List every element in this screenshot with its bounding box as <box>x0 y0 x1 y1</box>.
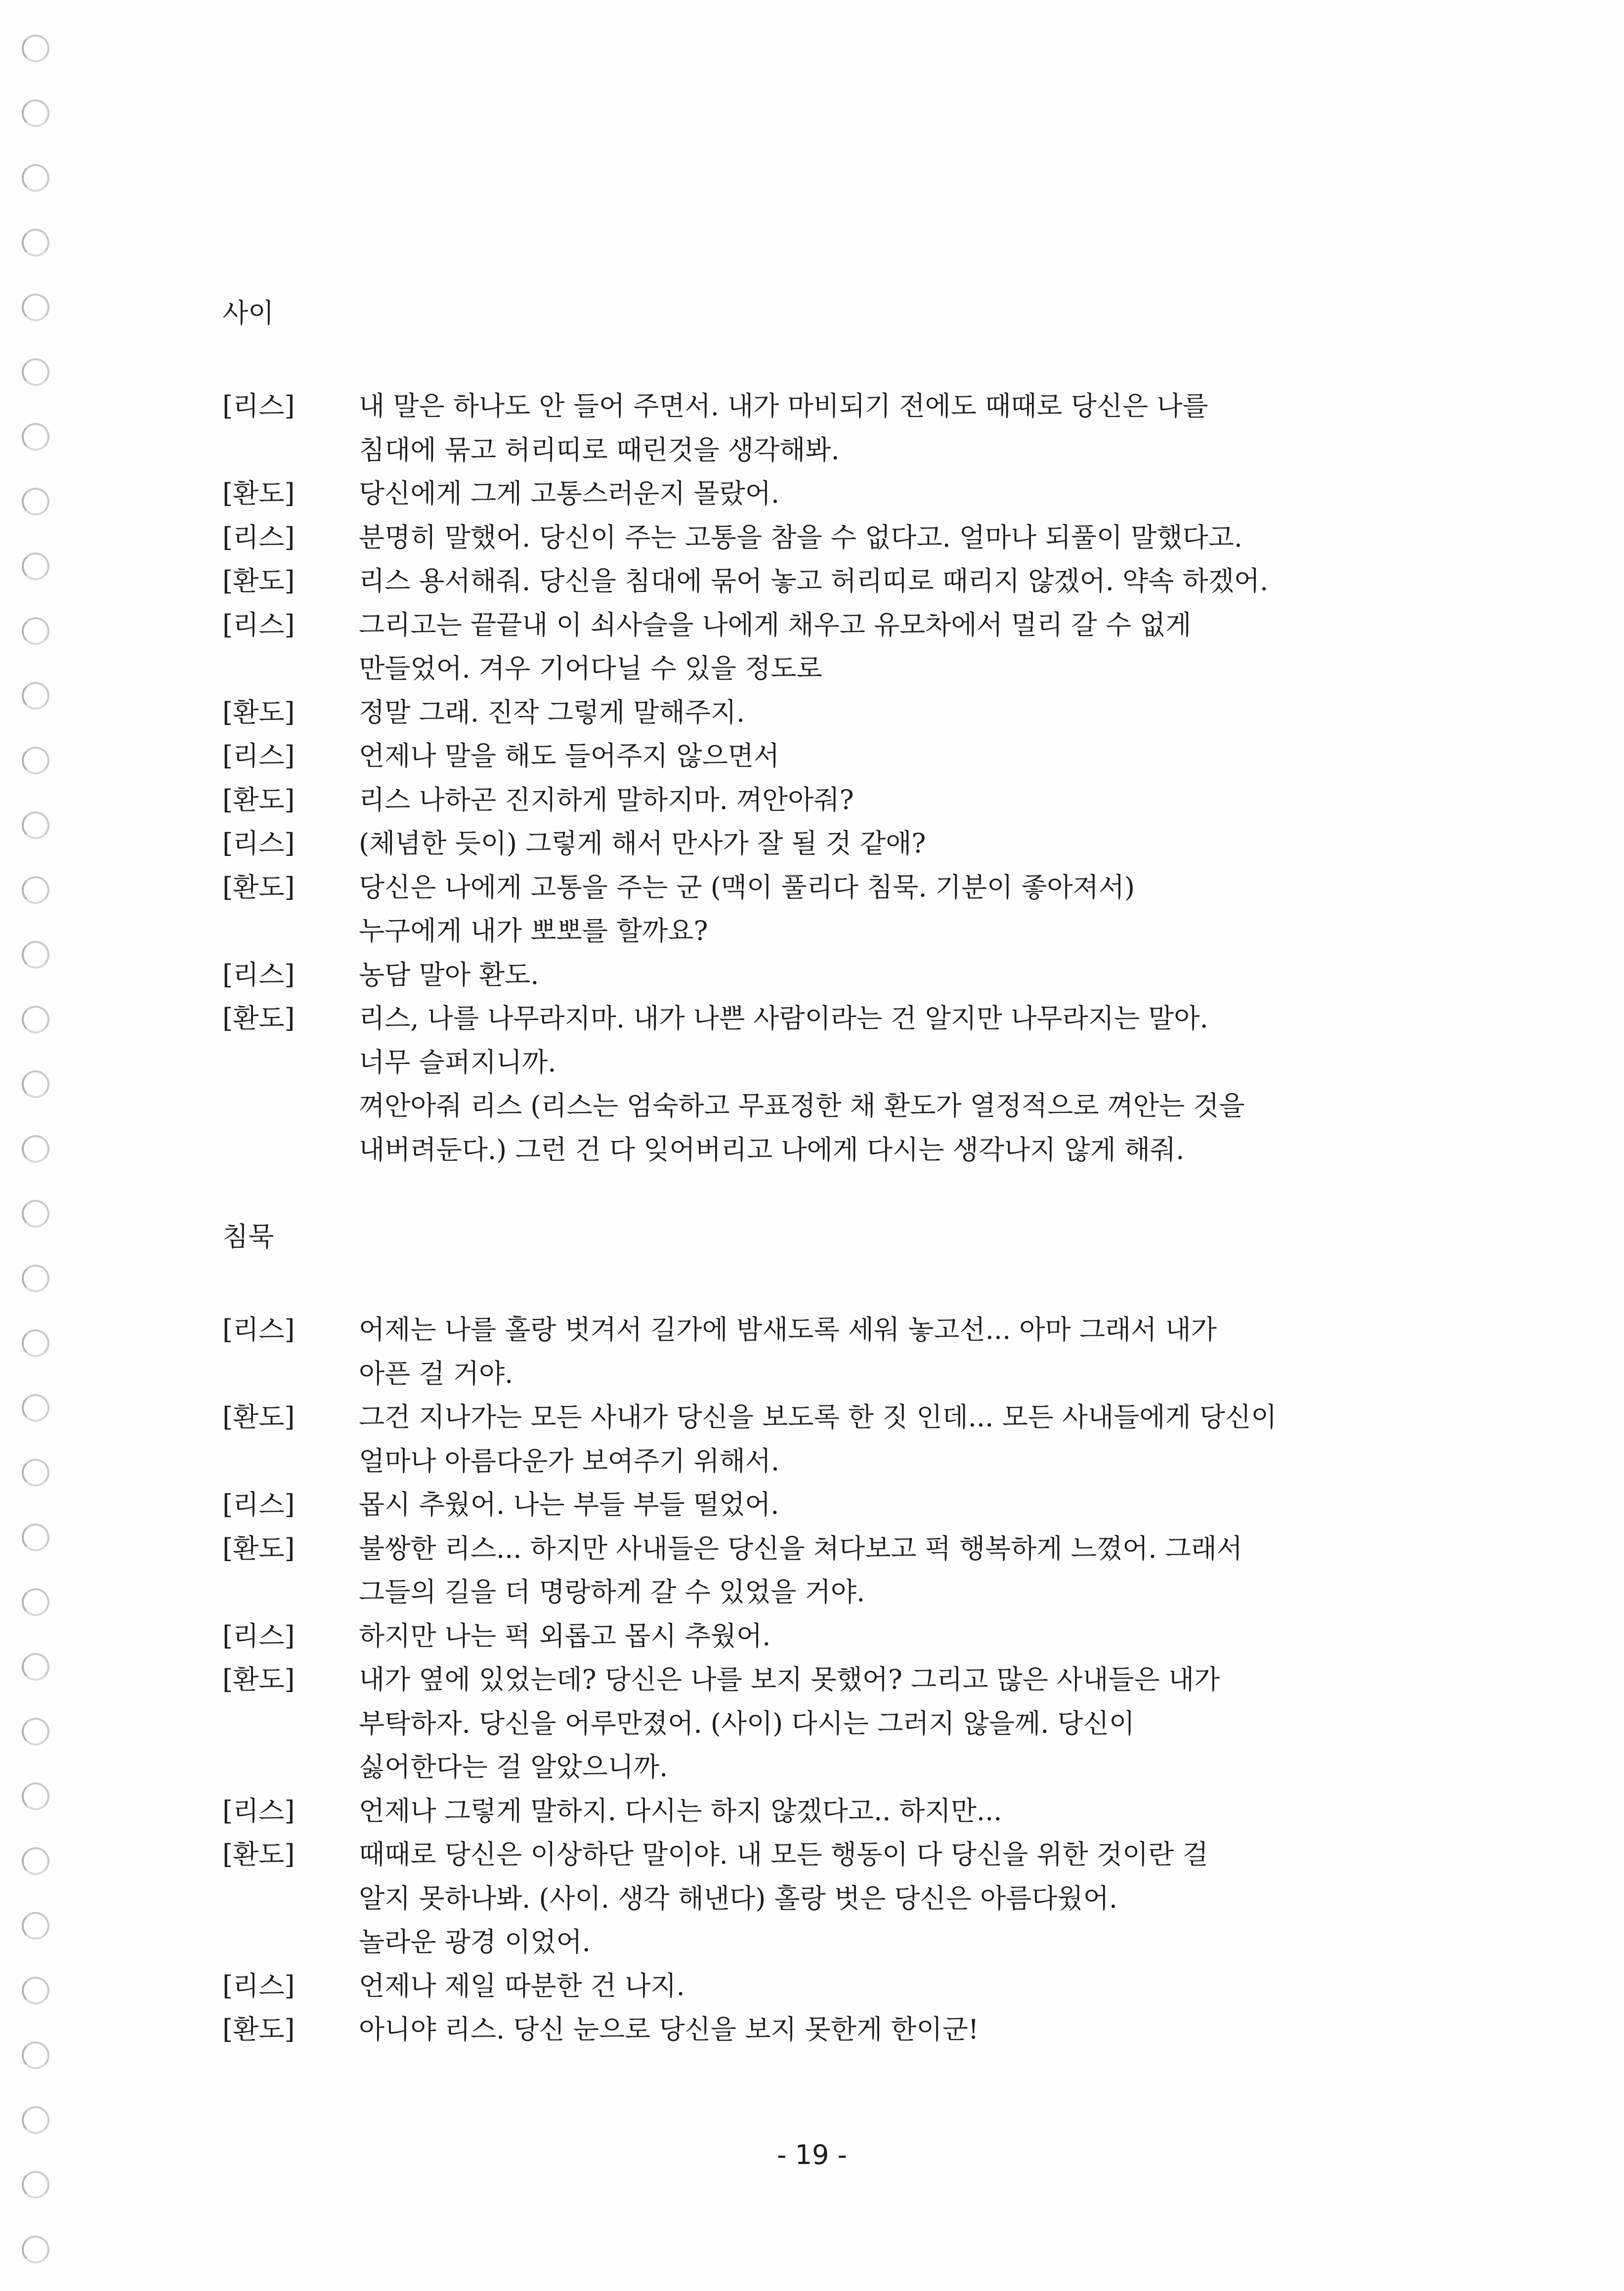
speaker-label: [환도] <box>222 1532 295 1564</box>
dialogue-text: 부탁하자. 당신을 어루만졌어. (사이) 다시는 그러지 않을께. 당신이 <box>359 1707 1135 1739</box>
binder-hole <box>22 1265 49 1292</box>
dialogue-text: 농담 말아 환도. <box>359 959 539 990</box>
speaker-label: [리스] <box>222 1795 295 1826</box>
dialogue-text: 침대에 묶고 허리띠로 때린것을 생각해봐. <box>359 434 840 466</box>
speaker-label: [리스] <box>222 1489 295 1520</box>
dialogue-text: 어제는 나를 홀랑 벗겨서 길가에 밤새도록 세워 놓고선... 아마 그래서 내가 <box>359 1314 1217 1345</box>
dialogue-line <box>222 1041 1399 1085</box>
dialogue-text: 리스, 나를 나무라지마. 내가 나쁜 사람이라는 건 알지만 나무라지는 말아. <box>359 1003 1208 1034</box>
dialogue-line <box>222 1745 1399 1789</box>
dialogue-line <box>222 1920 1399 1964</box>
dialogue-line <box>222 1440 1399 1484</box>
dialogue-text: 너무 슬퍼지니까. <box>359 1046 556 1078</box>
dialogue-text: 알지 못하나봐. (사이. 생각 해낸다) 홀랑 벗은 당신은 아름다웠어. <box>359 1882 1118 1914</box>
dialogue-line <box>222 516 1399 560</box>
dialogue-line <box>222 1702 1399 1746</box>
speaker-label: [환도] <box>222 478 295 509</box>
dialogue-text: 누구에게 내가 뽀뽀를 할까요? <box>359 915 708 946</box>
dialogue-text: 아니야 리스. 당신 눈으로 당신을 보지 못한게 한이군! <box>359 2014 979 2045</box>
dialogue-text: 언제나 그렇게 말하지. 다시는 하지 않겠다고.. 하지만... <box>359 1795 1002 1826</box>
dialogue-text: 때때로 당신은 이상하단 말이야. 내 모든 행동이 다 당신을 위한 것이란 걸 <box>359 1839 1208 1870</box>
binder-hole <box>22 747 49 774</box>
dialogue-line <box>222 647 1399 691</box>
dialogue-line <box>222 1308 1399 1352</box>
stage-direction-heading: 침묵 <box>222 1221 274 1252</box>
binder-hole <box>22 1847 49 1875</box>
dialogue-line <box>222 734 1399 778</box>
speaker-label: [환도] <box>222 784 295 815</box>
speaker-label <box>222 909 359 953</box>
stage-direction-heading: 사이 <box>222 297 274 329</box>
binder-hole <box>22 2171 49 2199</box>
dialogue-text: 그건 지나가는 모든 사내가 당신을 보도록 한 짓 인데... 모든 사내들에게 당신이 <box>359 1401 1277 1433</box>
dialogue-text: 불쌍한 리스... 하지만 사내들은 당신을 쳐다보고 퍽 행복하게 느꼈어. 그래서 <box>359 1532 1243 1564</box>
binder-hole <box>22 488 49 515</box>
binder-hole <box>22 294 49 321</box>
dialogue-line <box>222 1527 1399 1571</box>
dialogue-text: 당신에게 그게 고통스러운지 몰랐어. <box>359 478 780 509</box>
speaker-label <box>222 1084 359 1128</box>
dialogue-line <box>222 997 1399 1041</box>
binder-hole <box>22 682 49 710</box>
dialogue-line <box>222 1964 1399 2008</box>
dialogue-line <box>222 1658 1399 1702</box>
speaker-label <box>222 1440 359 1484</box>
dialogue-line <box>222 691 1399 735</box>
dialogue-line <box>222 603 1399 647</box>
binder-hole <box>22 1459 49 1486</box>
dialogue-line <box>222 559 1399 603</box>
dialogue-text: 언제나 제일 따분한 건 나지. <box>359 1970 685 2001</box>
dialogue-line <box>222 1833 1399 1877</box>
speaker-label <box>222 1745 359 1789</box>
page-number: - 19 - <box>776 2139 847 2170</box>
speaker-label: [리스] <box>222 390 295 422</box>
binder-hole <box>22 941 49 969</box>
binder-hole <box>22 164 49 192</box>
dialogue-line <box>222 1570 1399 1614</box>
dialogue-line <box>222 953 1399 997</box>
speaker-label: [리스] <box>222 1620 295 1652</box>
speaker-label <box>222 428 359 472</box>
binder-hole <box>22 1782 49 1810</box>
dialogue-line <box>222 866 1399 910</box>
binder-hole <box>22 1329 49 1357</box>
speaker-label: [환도] <box>222 565 295 596</box>
dialogue-line <box>222 1789 1399 1833</box>
binder-hole <box>22 552 49 580</box>
binder-hole <box>22 1977 49 2004</box>
binder-hole <box>22 1135 49 1163</box>
speaker-label: [리스] <box>222 959 295 990</box>
binder-hole <box>22 1524 49 1551</box>
dialogue-text: 그리고는 끝끝내 이 쇠사슬을 나에게 채우고 유모차에서 멀리 갈 수 없게 <box>359 609 1192 640</box>
dialogue-line <box>222 472 1399 516</box>
speaker-label: [환도] <box>222 696 295 728</box>
dialogue-line <box>222 2008 1399 2052</box>
speaker-label: [환도] <box>222 1839 295 1870</box>
speaker-label: [리스] <box>222 1970 295 2001</box>
speaker-label <box>222 1920 359 1964</box>
heading-gap <box>222 1259 1399 1308</box>
dialogue-line <box>222 1128 1399 1172</box>
dialogue-text: 싫어한다는 걸 알았으니까. <box>359 1751 668 1782</box>
dialogue-line <box>222 1396 1399 1440</box>
dialogue-line <box>222 1352 1399 1396</box>
dialogue-text: 당신은 나에게 고통을 주는 군 (맥이 풀리다 침묵. 기분이 좋아져서) <box>359 871 1135 903</box>
dialogue-text: 몹시 추웠어. 나는 부들 부들 떨었어. <box>359 1489 779 1520</box>
speaker-label <box>222 1352 359 1396</box>
dialogue-text: 내버려둔다.) 그런 건 다 잊어버리고 나에게 다시는 생각나지 않게 해줘. <box>359 1134 1185 1165</box>
dialogue-line <box>222 1614 1399 1658</box>
dialogue-text: 언제나 말을 해도 들어주지 않으면서 <box>359 740 780 771</box>
speaker-label: [리스] <box>222 828 295 859</box>
binder-hole <box>22 2106 49 2134</box>
speaker-label: [리스] <box>222 521 295 553</box>
dialogue-line <box>222 1483 1399 1527</box>
dialogue-text: 하지만 나는 퍽 외롭고 몹시 추웠어. <box>359 1620 771 1652</box>
dialogue-text: 만들었어. 겨우 기어다닐 수 있을 정도로 <box>359 653 822 684</box>
dialogue-line <box>222 909 1399 953</box>
binder-hole <box>22 423 49 451</box>
dialogue-text: 놀라운 광경 이었어. <box>359 1926 591 1957</box>
section-gap <box>222 1172 1399 1215</box>
binder-hole <box>22 1653 49 1681</box>
dialogue-text: 그들의 길을 더 명랑하게 갈 수 있었을 거야. <box>359 1576 865 1608</box>
speaker-label: [환도] <box>222 871 295 903</box>
binder-hole <box>22 876 49 904</box>
binder-hole <box>22 1588 49 1616</box>
binder-hole <box>22 2041 49 2069</box>
dialogue-line <box>222 822 1399 866</box>
binder-hole <box>22 1006 49 1033</box>
speaker-label: [리스] <box>222 1314 295 1345</box>
dialogue-line <box>222 778 1399 822</box>
dialogue-text: 분명히 말했어. 당신이 주는 고통을 참을 수 없다고. 얼마나 되풀이 말했다고. <box>359 521 1243 553</box>
dialogue-text: 아픈 걸 거야. <box>359 1358 513 1389</box>
speaker-label: [리스] <box>222 740 295 771</box>
binder-hole <box>22 1912 49 1940</box>
dialogue-text: (체념한 듯이) 그렇게 해서 만사가 잘 될 것 같애? <box>359 828 926 859</box>
binder-holes <box>11 35 55 2278</box>
dialogue-line <box>222 428 1399 472</box>
dialogue-text: 얼마나 아름다운가 보여주기 위해서. <box>359 1445 780 1477</box>
dialogue-text: 리스 나하곤 진지하게 말하지마. 껴안아줘? <box>359 784 854 815</box>
dialogue-text: 내가 옆에 있었는데? 당신은 나를 보지 못했어? 그리고 많은 사내들은 내가 <box>359 1664 1220 1695</box>
speaker-label: [환도] <box>222 2014 295 2045</box>
speaker-label: [리스] <box>222 609 295 640</box>
binder-hole <box>22 617 49 645</box>
dialogue-line <box>222 1877 1399 1921</box>
speaker-label <box>222 1702 359 1746</box>
speaker-label <box>222 1570 359 1614</box>
speaker-label <box>222 1877 359 1921</box>
binder-hole <box>22 1070 49 1098</box>
binder-hole <box>22 99 49 127</box>
binder-hole <box>22 358 49 386</box>
dialogue-text: 리스 용서해줘. 당신을 침대에 묶어 놓고 허리띠로 때리지 않겠어. 약속 하겠어. <box>359 565 1269 596</box>
binder-hole <box>22 2236 49 2263</box>
binder-hole <box>22 1718 49 1745</box>
speaker-label <box>222 1041 359 1085</box>
heading-gap <box>222 335 1399 384</box>
dialogue-text: 정말 그래. 진작 그렇게 말해주지. <box>359 696 745 728</box>
dialogue-text: 껴안아줘 리스 (리스는 엄숙하고 무표정한 채 환도가 열정적으로 껴안는 것을 <box>359 1090 1245 1121</box>
binder-hole <box>22 1200 49 1228</box>
dialogue-text: 내 말은 하나도 안 들어 주면서. 내가 마비되기 전에도 때때로 당신은 나를 <box>359 390 1208 422</box>
speaker-label: [환도] <box>222 1003 295 1034</box>
binder-hole <box>22 35 49 62</box>
dialogue-line <box>222 1084 1399 1128</box>
binder-hole <box>22 1394 49 1422</box>
speaker-label <box>222 1128 359 1172</box>
speaker-label <box>222 647 359 691</box>
dialogue-line <box>222 384 1399 428</box>
speaker-label: [환도] <box>222 1401 295 1433</box>
script-body <box>222 292 1399 2052</box>
binder-hole <box>22 229 49 256</box>
speaker-label: [환도] <box>222 1664 295 1695</box>
binder-hole <box>22 811 49 839</box>
